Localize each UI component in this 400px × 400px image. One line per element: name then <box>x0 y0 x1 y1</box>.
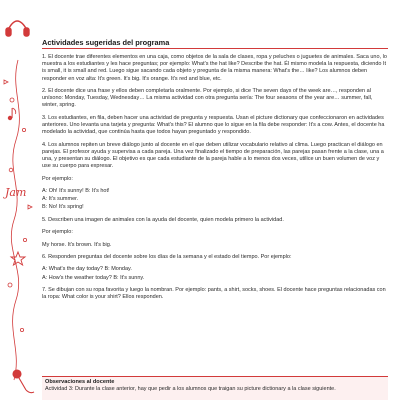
activity-paragraph: 1. El docente trae diferentes elementos en una caja, como objetos de la sala de clases, ropa y peluches o juguetes de animales. Saca uno, lo muestra a los estudiantes y les hace preguntas; por ejemplo: What's the hat like? Describe the hat. Él mismo modela la respuesta, diciendo It is small, it is small and red. Luego sigue sacando cada objeto y pregunta de la misma manera: What's the… like? Los alumnos deben responder en voz alta: It's green. It's big. It's orange. It's red and blue, etc. <box>42 54 387 82</box>
svg-text:Jam: Jam <box>5 186 27 199</box>
document-body <box>42 38 388 307</box>
activity-paragraph: 4. Los alumnos repiten un breve diálogo junto al docente en el que deben utilizar vocabulario relativo al clima. Luego practican el diálogo en parejas. El profesor ayuda y supervisa a cada pareja. Una vez finalizado el tiempo de preparación, las parejas pasan frente a la clase, una a una, y presentan su diálogo. El objetivo es que cada estudiante de la pareja hable a lo menos dos veces, utilice un buen volumen de voz y use su cuerpo para expresar. <box>42 141 384 170</box>
example-line: A: Oh! It's sunny! B: It's hot! <box>42 187 110 194</box>
activity-paragraph: 6. Responden preguntas del docente sobre los días de la semana y el estado del tiempo. Por ejemplo: <box>42 253 292 260</box>
example-line: A: It's summer. <box>42 196 79 203</box>
margin-decoration <box>0 0 36 400</box>
activity-paragraph: 2. El docente dice una frase y ellos deben completarla oralmente. Por ejemplo, si dice The seven days of the week are…, responden al unísono: Monday, Tuesday, Wednesday… La misma actividad con otra pregunta sería: The four seasons of the year are… summer, fall, winter, spring. <box>42 88 373 109</box>
example-line: A: What's the day today? B: Monday. <box>42 266 132 273</box>
jam-doodle-icon <box>3 186 26 199</box>
example-line: My horse. It's brown. It's big. <box>42 241 112 248</box>
example-label: Por ejemplo: <box>42 175 73 182</box>
example-label: Por ejemplo: <box>42 229 73 236</box>
activity-paragraph: 5. Describen una imagen de animales con la ayuda del docente, quien modela primero la actividad. <box>42 216 284 223</box>
activity-paragraph: 7. Se dibujan con su ropa favorita y luego la nombran. Por ejemplo: pants, a shirt, socks, shoes. El docente hace preguntas relacionadas con la ropa: What color is your shirt? Ellos responden. <box>42 286 386 301</box>
activity-paragraph: 3. Los estudiantes, en fila, deben hacer una actividad de pregunta y respuesta. Usan el picture dictionary que confeccionaron en actividades anteriores. Uno levanta una tarjeta y pregunta: What's this? El alumno que lo sigue en la fila debe responder: It's a cow. Antes, el docente ha modelado la actividad, que continúa hasta que todos hayan preguntado y respondido. <box>42 114 385 136</box>
example-line: B: No! It's spring! <box>42 204 84 211</box>
title-divider <box>42 48 388 49</box>
example-line: A: How's the weather today? B: It's sunny. <box>42 274 145 281</box>
observations-title: Observaciones al docente <box>45 379 115 385</box>
star-icon <box>11 252 25 265</box>
section-title: Actividades sugeridas del programa <box>42 38 170 47</box>
margin-vine <box>4 60 32 380</box>
music-note-icon <box>8 108 16 120</box>
teacher-observations-box <box>42 376 388 400</box>
headphones-icon <box>6 21 29 36</box>
observations-text: Actividad 3: Durante la clase anterior, hay que pedir a los alumnos que traigan su picture dictionary a la clase siguiente. <box>45 386 336 392</box>
microphone-icon <box>13 370 34 393</box>
